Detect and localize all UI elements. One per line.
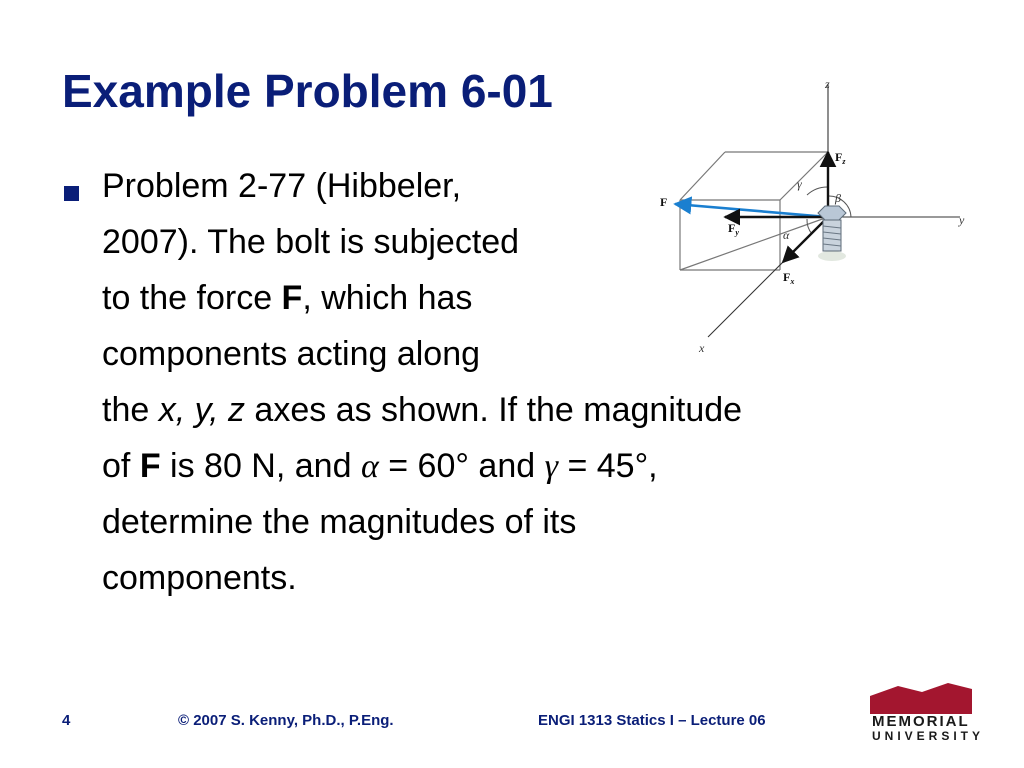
fz-sub: z [842, 157, 846, 166]
text-run: = 45°, [558, 447, 658, 485]
slide-title: Example Problem 6-01 [62, 65, 553, 117]
fz-main: F [835, 150, 843, 164]
text-run: the [102, 391, 159, 429]
bolt-icon [818, 206, 846, 261]
component-fy-label [728, 221, 739, 237]
axis-z-label: z [825, 77, 830, 91]
footer-course: ENGI 1313 Statics I – Lecture 06 [538, 712, 766, 729]
problem-text-line-7: determine the magnitudes of its [102, 503, 577, 541]
component-fx-label [783, 270, 794, 286]
force-f-label [660, 195, 667, 209]
problem-text-line-8: components. [102, 559, 297, 597]
problem-text-line-6 [102, 446, 658, 487]
component-fz-label [835, 150, 846, 166]
angle-alpha-label: α [783, 228, 790, 242]
text-run: of [102, 447, 140, 485]
gamma-symbol: γ [544, 448, 558, 485]
force-symbol: F [281, 279, 303, 317]
fx-main: F [783, 270, 791, 284]
footer-copyright: © 2007 S. Kenny, Ph.D., P.Eng. [178, 712, 394, 729]
angle-gamma-label: γ [797, 177, 802, 191]
axis-y-label: y [959, 213, 965, 227]
text-run: axes as shown. If the magnitude [244, 391, 743, 429]
force-symbol: F [139, 447, 161, 485]
logo-text-memorial: MEMORIAL [872, 713, 970, 730]
alpha-symbol: α [360, 448, 379, 485]
fx-sub: x [790, 277, 795, 286]
text-run: = 60° and [378, 447, 545, 485]
problem-text-line-1: Problem 2-77 (Hibbeler, [102, 167, 462, 205]
problem-text-line-2: 2007). The bolt is subjected [102, 223, 520, 261]
text-run: , which has [302, 279, 473, 317]
force-vector-f [675, 204, 828, 217]
bullet-square-icon [64, 186, 79, 201]
fy-main: F [728, 221, 736, 235]
axes-symbols: x, y, z [158, 391, 245, 429]
problem-text-line-3 [102, 278, 472, 318]
logo-emblem [870, 683, 972, 714]
page-number: 4 [62, 712, 71, 729]
logo-text-university: UNIVERSITY [872, 729, 985, 743]
problem-text-line-4: components acting along [102, 335, 481, 373]
fy-sub: y [735, 228, 739, 237]
text-run: is 80 N, and [160, 447, 361, 485]
angle-beta-label: β [835, 191, 841, 205]
axis-x-label: x [699, 341, 705, 355]
force-diagram [655, 72, 985, 362]
force-f-label-text: F [660, 195, 668, 209]
text-run: to the force [102, 279, 282, 317]
problem-text-line-5 [102, 390, 742, 430]
